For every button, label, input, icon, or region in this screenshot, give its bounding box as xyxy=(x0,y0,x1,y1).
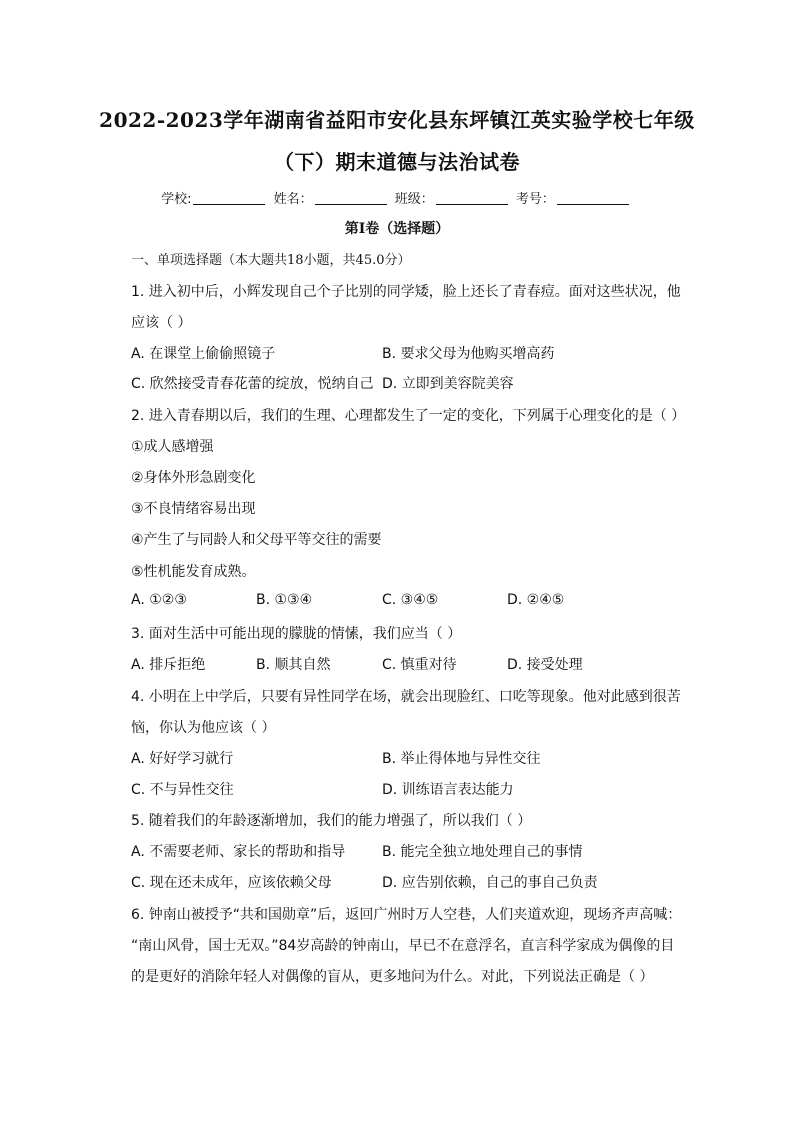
q1-option-c[interactable]: C. 欣然接受青春花蕾的绽放，悦纳自己 xyxy=(131,376,374,392)
exam-title-line2: （下）期末道德与法治试卷 xyxy=(274,150,520,174)
q4-stem-line2: 恼，你认为他应该（ ） xyxy=(131,720,276,736)
q5-option-b[interactable]: B. 能完全独立地处理自己的事情 xyxy=(382,844,583,860)
student-info-row xyxy=(0,188,794,207)
q1-stem-line1: 1. 进入初中后，小辉发现自己个子比别的同学矮，脸上还长了青春痘。面对这些状况，他 xyxy=(131,284,681,300)
volume-heading: 第Ⅰ卷（选择题） xyxy=(344,221,450,237)
q2-option-c[interactable]: C. ③④⑤ xyxy=(382,592,439,608)
q6-stem-line3: 的是更好的消除年轻人对偶像的盲从，更多地问为什么。对此，下列说法正确是（ ） xyxy=(131,969,654,985)
q6-stem-line2: “南山风骨，国士无双。”84岁高龄的钟南山，早已不在意浮名，直言科学家成为偶像的目 xyxy=(131,938,675,954)
q6-stem-line1: 6. 钟南山被授予“共和国勋章”后，返回广州时万人空巷，人们夹道欢迎，现场齐声高喊： xyxy=(131,907,682,923)
q3-stem: 3. 面对生活中可能出现的朦胧的情愫，我们应当（ ） xyxy=(131,626,462,642)
q2-statement-3: ③不良情绪容易出现 xyxy=(131,501,256,517)
name-label: 姓名： xyxy=(273,192,313,207)
q2-statement-4: ④产生了与同龄人和父母平等交往的需要 xyxy=(131,532,382,548)
q3-option-a[interactable]: A. 排斥拒绝 xyxy=(131,657,206,673)
q3-option-c[interactable]: C. 慎重对待 xyxy=(382,657,457,673)
q5-option-d[interactable]: D. 应告别依赖，自己的事自己负责 xyxy=(382,875,598,891)
class-label: 班级： xyxy=(394,192,434,207)
q4-option-d[interactable]: D. 训练语言表达能力 xyxy=(382,782,514,798)
q5-option-c[interactable]: C. 现在还未成年，应该依赖父母 xyxy=(131,875,332,891)
q2-option-d[interactable]: D. ②④⑤ xyxy=(507,592,565,608)
q5-stem: 5. 随着我们的年龄逐渐增加，我们的能力增强了，所以我们（ ） xyxy=(131,813,532,829)
q5-option-a[interactable]: A. 不需要老师、家长的帮助和指导 xyxy=(131,844,346,860)
q2-stem: 2. 进入青春期以后，我们的生理、心理都发生了一定的变化，下列属于心理变化的是（ ） xyxy=(131,408,686,424)
q1-option-d[interactable]: D. 立即到美容院美容 xyxy=(382,376,514,392)
name-blank[interactable] xyxy=(315,204,387,205)
q4-option-c[interactable]: C. 不与异性交往 xyxy=(131,782,234,798)
class-blank[interactable] xyxy=(436,204,508,205)
q4-option-b[interactable]: B. 举止得体地与异性交往 xyxy=(382,751,541,767)
q2-statement-5: ⑤性机能发育成熟。 xyxy=(131,564,256,580)
q2-statement-1: ①成人感增强 xyxy=(131,439,214,455)
exam-title-line1: 2022-2023学年湖南省益阳市安化县东坪镇江英实验学校七年级 xyxy=(99,108,695,132)
q2-option-a[interactable]: A. ①②③ xyxy=(131,592,187,608)
q2-option-b[interactable]: B. ①③④ xyxy=(256,592,313,608)
q2-statement-2: ②身体外形急剧变化 xyxy=(131,470,256,486)
q1-option-b[interactable]: B. 要求父母为他购买增高药 xyxy=(382,346,555,362)
q1-stem-line2: 应该（ ） xyxy=(131,315,192,331)
section-heading: 一、单项选择题（本大题共18小题，共45.0分） xyxy=(131,253,411,268)
number-label: 考号： xyxy=(515,192,555,207)
school-blank[interactable] xyxy=(193,204,265,205)
q3-option-d[interactable]: D. 接受处理 xyxy=(507,657,583,673)
school-label: 学校: xyxy=(161,192,192,207)
q3-option-b[interactable]: B. 顺其自然 xyxy=(256,657,331,673)
number-blank[interactable] xyxy=(557,204,629,205)
q1-option-a[interactable]: A. 在课堂上偷偷照镜子 xyxy=(131,346,276,362)
q4-option-a[interactable]: A. 好好学习就行 xyxy=(131,751,234,767)
q4-stem-line1: 4. 小明在上中学后，只要有异性同学在场，就会出现脸红、口吃等现象。他对此感到很苦 xyxy=(131,689,681,705)
